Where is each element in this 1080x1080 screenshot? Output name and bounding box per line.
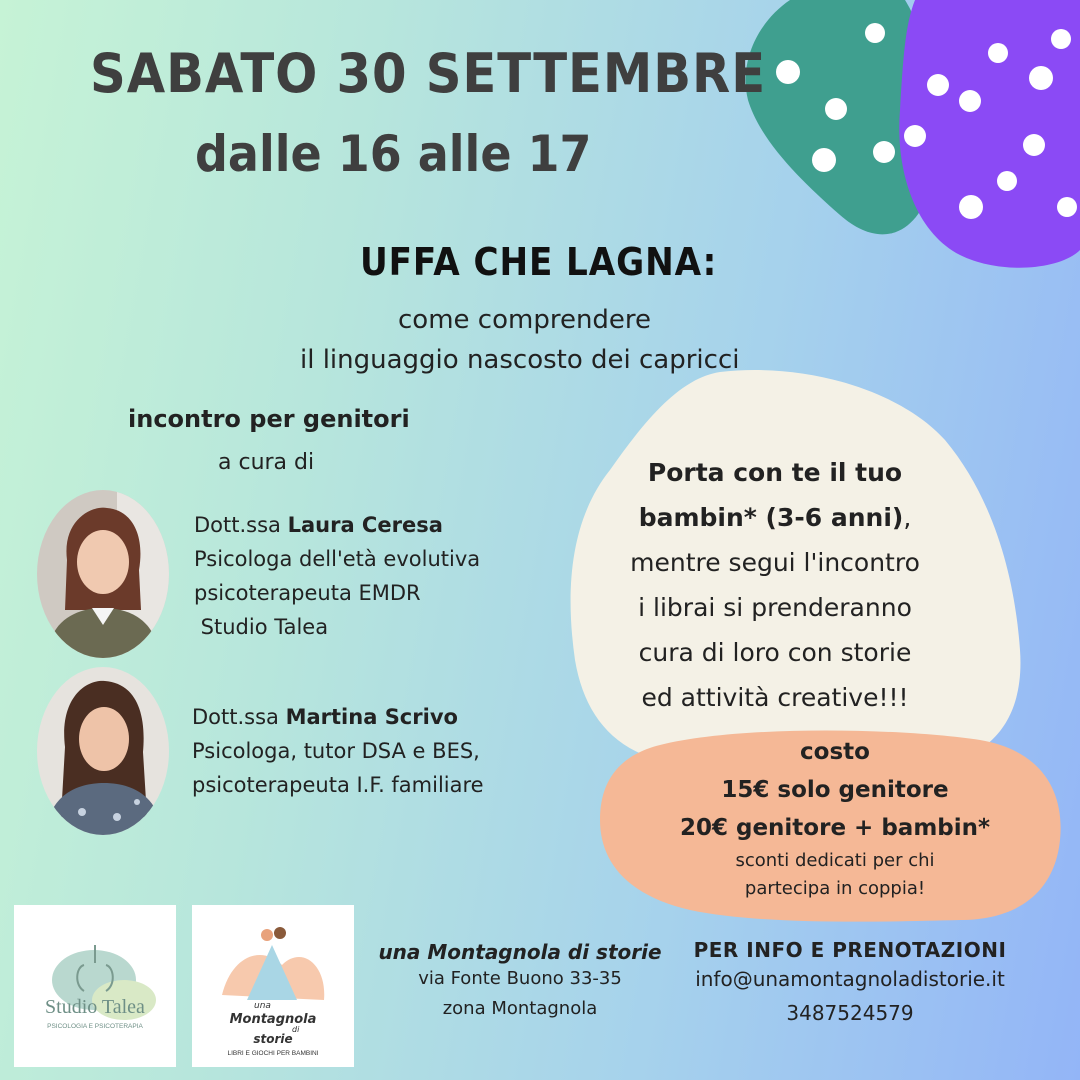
store-logo-di: di xyxy=(292,1025,300,1034)
speaker2-prefix: Dott.ssa xyxy=(192,705,286,729)
speaker-info-laura xyxy=(194,508,480,644)
contact-phone[interactable]: 3487524579 xyxy=(786,1001,914,1025)
contact-title: PER INFO E PRENOTAZIONI xyxy=(693,938,1007,962)
curated-by-label: a cura di xyxy=(218,450,315,475)
speaker-info-martina xyxy=(192,700,484,802)
speaker1-prefix: Dott.ssa xyxy=(194,513,288,537)
kids-line6: ed attività creative!!! xyxy=(641,683,909,712)
audience-label: incontro per genitori xyxy=(128,405,410,433)
studio-talea-logo xyxy=(14,905,176,1067)
speaker2-name: Martina Scrivo xyxy=(285,705,458,729)
speaker2-specialty: psicoterapeuta I.F. familiare xyxy=(192,773,484,797)
speaker-photo-laura xyxy=(37,490,169,658)
cost-box xyxy=(640,733,1030,903)
store-logo-name: Montagnola xyxy=(229,1012,317,1027)
cost-label: costo xyxy=(800,739,870,765)
event-subtitle-line1: come comprendere xyxy=(398,305,652,335)
contact-info xyxy=(680,938,1020,1030)
event-time: dalle 16 alle 17 xyxy=(195,125,592,183)
kids-line3: mentre segui l'incontro xyxy=(630,548,920,577)
store-logo-tagline: LIBRI E GIOCHI PER BAMBINI xyxy=(227,1050,319,1057)
speaker2-role: Psicologa, tutor DSA e BES, xyxy=(192,739,480,763)
venue-name: una Montagnola di storie xyxy=(378,940,662,964)
speaker1-role: Psicologa dell'età evolutiva xyxy=(194,547,481,571)
speaker1-studio: Studio Talea xyxy=(194,615,329,639)
kids-line2-rest: , xyxy=(903,503,912,532)
store-logo-una: una xyxy=(254,1001,271,1011)
venue-info xyxy=(360,940,680,1024)
kids-line2-bold: bambin* (3-6 anni) xyxy=(638,503,904,532)
price-parent-child: 20€ genitore + bambin* xyxy=(679,815,991,841)
kids-line5: cura di loro con storie xyxy=(638,638,912,667)
event-title: UFFA CHE LAGNA: xyxy=(360,240,718,284)
speaker1-name: Laura Ceresa xyxy=(287,513,443,537)
event-subtitle-line2: il linguaggio nascosto dei capricci xyxy=(300,345,740,375)
venue-address: via Fonte Buono 33-35 xyxy=(418,968,622,989)
speaker-photo-martina xyxy=(37,667,169,835)
event-date: SABATO 30 SETTEMBRE xyxy=(90,42,767,105)
kids-line4: i librai si prenderanno xyxy=(638,593,912,622)
discount-note-line2: partecipa in coppia! xyxy=(744,878,926,899)
kids-info xyxy=(600,450,950,720)
studio-logo-name: Studio Talea xyxy=(45,996,145,1018)
price-parent-only: 15€ solo genitore xyxy=(721,777,949,803)
montagnola-logo xyxy=(192,905,354,1067)
contact-email[interactable]: info@unamontagnoladistorie.it xyxy=(695,967,1005,991)
studio-logo-tagline: PSICOLOGIA E PSICOTERAPIA xyxy=(47,1023,143,1030)
discount-note-line1: sconti dedicati per chi xyxy=(735,850,935,871)
speaker1-specialty: psicoterapeuta EMDR xyxy=(194,581,421,605)
venue-area: zona Montagnola xyxy=(442,998,598,1019)
store-logo-storie: storie xyxy=(253,1032,293,1046)
kids-line1: Porta con te il tuo xyxy=(647,458,903,487)
